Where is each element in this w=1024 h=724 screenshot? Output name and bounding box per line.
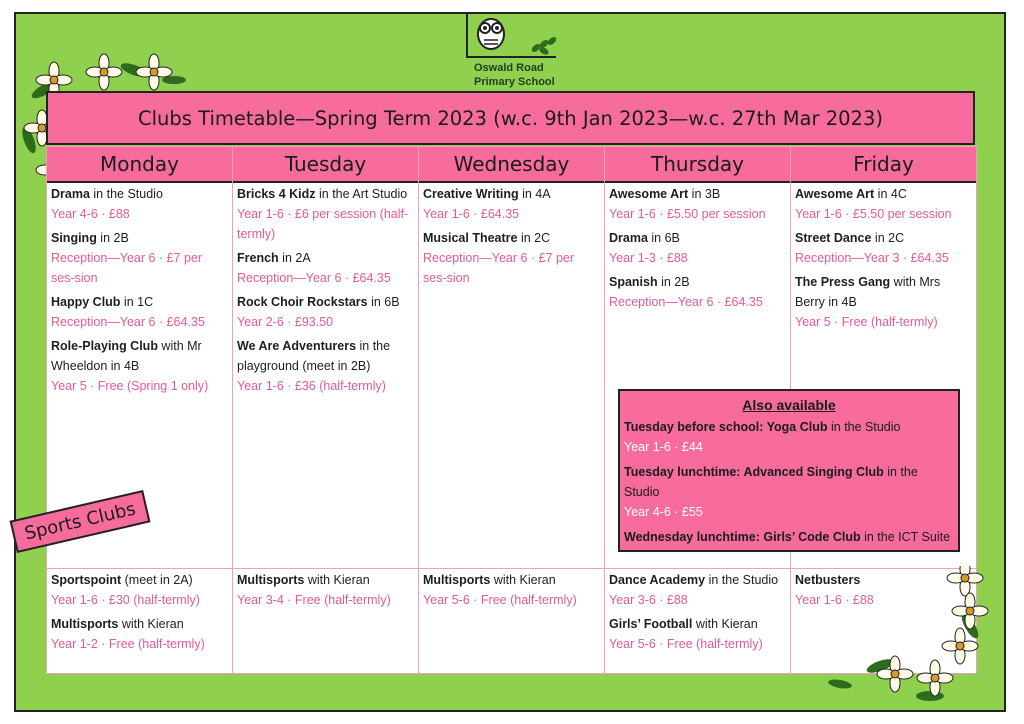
- club-location: in the Studio: [705, 573, 779, 587]
- club-details: Year 4-6 · £88: [51, 207, 130, 221]
- club-details: Reception—Year 6 · £7 per ses-sion: [51, 251, 203, 285]
- club-details: Year 1-2 · Free (half-termly): [51, 637, 205, 651]
- extra-club-name: Tuesday lunchtime: Advanced Singing Club: [624, 465, 884, 479]
- day-column-tuesday: [233, 147, 419, 673]
- club-location: in 2B: [96, 231, 129, 245]
- club-location: in the Art Studio: [315, 187, 408, 201]
- club-name: Multisports: [51, 617, 119, 631]
- club-location: in the Studio: [89, 187, 163, 201]
- club-details: Reception—Year 6 · £64.35: [237, 271, 391, 285]
- club-title: [609, 614, 786, 634]
- club-details: Reception—Year 6 · £64.35: [609, 295, 763, 309]
- club-name: Netbusters: [795, 573, 861, 587]
- club-title: [51, 228, 228, 248]
- club-title: [609, 228, 786, 248]
- club-title: [51, 292, 228, 312]
- club-name: Girls’ Football: [609, 617, 693, 631]
- club-location: in 2B: [657, 275, 690, 289]
- extra-club-location: in the Studio: [624, 465, 918, 499]
- extra-club-name: Wednesday lunchtime: Girls’ Code Club: [624, 530, 861, 544]
- clubs-list: [609, 184, 786, 316]
- club-location: with Kieran: [490, 573, 556, 587]
- club-title: [237, 292, 414, 312]
- club-details: Year 2-6 · £93.50: [237, 315, 334, 329]
- club-details: Year 1-3 · £88: [609, 251, 688, 265]
- sports-list: [609, 570, 786, 658]
- club-name: Multisports: [237, 573, 305, 587]
- also-available-box: [618, 389, 960, 564]
- club-name: Role-Playing Club: [51, 339, 158, 353]
- also-available-heading: Also available: [742, 397, 836, 413]
- club-details: Reception—Year 6 · £7 per ses-sion: [423, 251, 575, 285]
- club-location: in 3B: [688, 187, 721, 201]
- day-header: Wednesday: [419, 147, 604, 183]
- club-title: [423, 228, 600, 248]
- club-location: with Kieran: [118, 617, 184, 631]
- owl-icon: [474, 14, 508, 50]
- club-details: Year 1-6 · £30 (half-termly): [51, 593, 200, 607]
- club-title: [609, 570, 786, 590]
- club-location: in 2C: [517, 231, 551, 245]
- club-details: Year 5 · Free (Spring 1 only): [51, 379, 209, 393]
- day-header: Thursday: [605, 147, 790, 183]
- club-name: Awesome Art: [795, 187, 875, 201]
- club-title: [795, 184, 972, 204]
- extra-club-details: Year 4-6 · £55: [624, 505, 703, 519]
- clubs-list: [795, 184, 972, 336]
- club-location: in 2A: [278, 251, 311, 265]
- club-details: Year 1-6 · £6 per session (half-termly): [237, 207, 409, 241]
- club-title: [51, 570, 228, 590]
- club-location: in 6B: [367, 295, 400, 309]
- club-location: (meet in 2A): [121, 573, 193, 587]
- club-location: in 1C: [120, 295, 154, 309]
- club-title: [423, 570, 600, 590]
- club-details: Year 1-6 · £88: [795, 593, 874, 607]
- club-details: Year 5-6 · Free (half-termly): [609, 637, 763, 651]
- extra-club-title: [624, 527, 954, 547]
- extra-club-title: [624, 417, 954, 437]
- extra-club-location: in the Studio: [827, 420, 901, 434]
- club-name: Drama: [609, 231, 648, 245]
- extra-club-details: Year 1-6 · £44: [624, 440, 703, 454]
- club-location: in the playground (meet in 2B): [237, 339, 391, 373]
- club-name: Musical Theatre: [423, 231, 518, 245]
- club-details: Year 1-6 · £5.50 per session: [795, 207, 952, 221]
- club-details: Year 1-6 · £36 (half-termly): [237, 379, 386, 393]
- club-title: [609, 272, 786, 292]
- club-name: Singing: [51, 231, 97, 245]
- extra-club-title: [624, 462, 954, 502]
- page-title: Clubs Timetable—Spring Term 2023 (w.c. 9th Jan 2023—w.c. 27th Mar 2023): [138, 106, 883, 130]
- club-title: [795, 228, 972, 248]
- clubs-list: [237, 184, 414, 400]
- club-name: Awesome Art: [609, 187, 689, 201]
- title-banner: [46, 91, 975, 145]
- extra-club-name: Tuesday before school: Yoga Club: [624, 420, 828, 434]
- sports-list: [237, 570, 414, 614]
- sports-list: [51, 570, 228, 658]
- club-name: Sportspoint: [51, 573, 122, 587]
- club-name: Spanish: [609, 275, 658, 289]
- club-title: [237, 248, 414, 268]
- day-header: Friday: [791, 147, 976, 183]
- logo-branch: [466, 56, 556, 58]
- club-name: Multisports: [423, 573, 491, 587]
- club-name: Bricks 4 Kidz: [237, 187, 316, 201]
- clubs-list: [51, 184, 228, 400]
- club-details: Year 5-6 · Free (half-termly): [423, 593, 577, 607]
- flower-cluster-bottom-right: [820, 566, 1010, 706]
- club-title: [423, 184, 600, 204]
- day-column-monday: [47, 147, 233, 673]
- school-logo: [466, 14, 576, 90]
- logo-branch-stem: [466, 14, 468, 58]
- club-title: [237, 336, 414, 376]
- sports-list: [423, 570, 600, 614]
- club-location: in 4C: [874, 187, 907, 201]
- club-location: with Mr Wheeldon in 4B: [51, 339, 202, 373]
- club-name: We Are Adventurers: [237, 339, 357, 353]
- club-name: The Press Gang: [795, 275, 891, 289]
- school-name-line2: Primary School: [474, 76, 555, 88]
- club-location: in 4A: [518, 187, 551, 201]
- club-location: in 2C: [871, 231, 905, 245]
- club-details: Year 5 · Free (half-termly): [795, 315, 938, 329]
- school-name-line1: Oswald Road: [474, 62, 544, 74]
- club-title: [237, 570, 414, 590]
- club-details: Year 1-6 · £64.35: [423, 207, 520, 221]
- school-name: [474, 61, 555, 89]
- club-details: Reception—Year 6 · £64.35: [51, 315, 205, 329]
- club-details: Year 3-6 · £88: [609, 593, 688, 607]
- club-location: with Mrs Berry in 4B: [795, 275, 941, 309]
- club-name: Street Dance: [795, 231, 872, 245]
- extra-club-details: Year 6 · Free: [624, 550, 697, 564]
- club-name: Drama: [51, 187, 90, 201]
- club-name: Creative Writing: [423, 187, 519, 201]
- club-name: Rock Choir Rockstars: [237, 295, 368, 309]
- club-title: [237, 184, 414, 204]
- clubs-list: [423, 184, 600, 292]
- club-location: with Kieran: [304, 573, 370, 587]
- club-title: [51, 614, 228, 634]
- leaves-icon: [530, 36, 560, 56]
- club-location: with Kieran: [692, 617, 758, 631]
- sports-clubs-label: Sports Clubs: [10, 490, 151, 553]
- club-details: Reception—Year 3 · £64.35: [795, 251, 949, 265]
- club-details: Year 3-4 · Free (half-termly): [237, 593, 391, 607]
- club-title: [609, 184, 786, 204]
- club-details: Year 1-6 · £5.50 per session: [609, 207, 766, 221]
- club-title: [795, 272, 972, 312]
- day-header: Monday: [47, 147, 232, 183]
- club-name: Dance Academy: [609, 573, 706, 587]
- day-header: Tuesday: [233, 147, 418, 183]
- extra-club-location: in the ICT Suite: [860, 530, 951, 544]
- club-name: French: [237, 251, 279, 265]
- club-name: Happy Club: [51, 295, 121, 309]
- club-title: [51, 336, 228, 376]
- club-location: in 6B: [647, 231, 680, 245]
- club-title: [51, 184, 228, 204]
- day-column-wednesday: [419, 147, 605, 673]
